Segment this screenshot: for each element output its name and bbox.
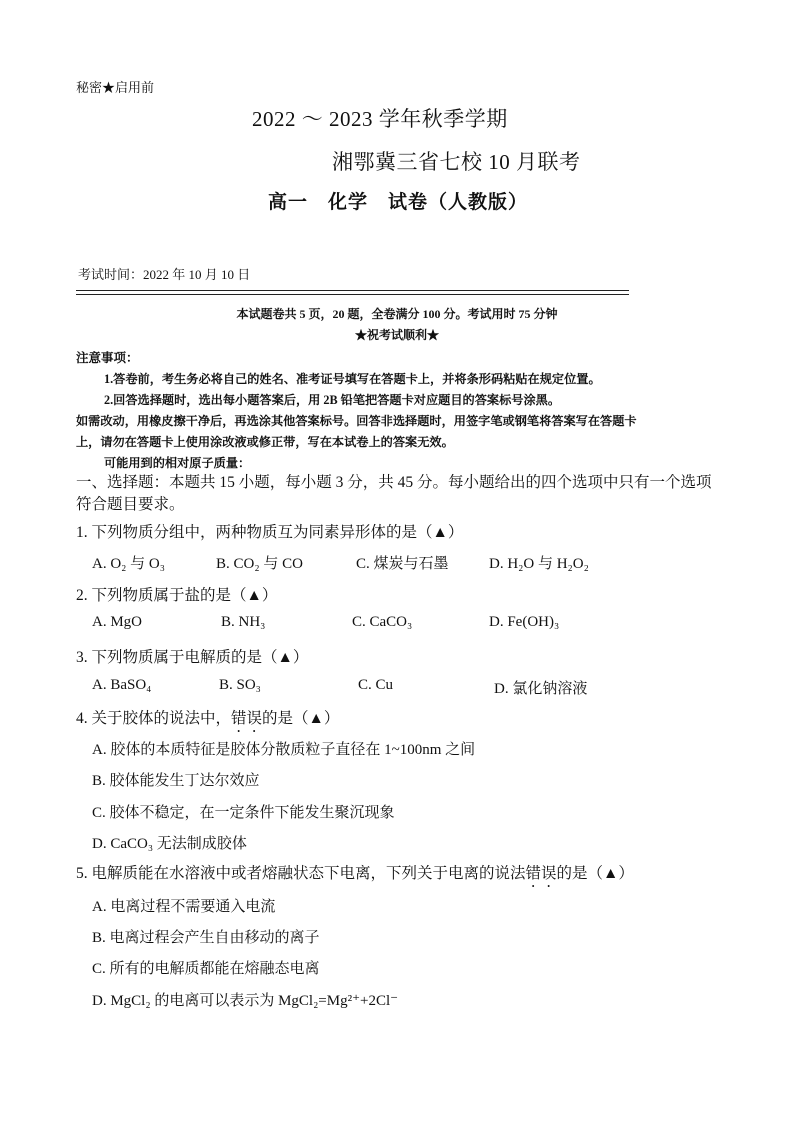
section-1-title: 一、选择题：本题共 15 小题，每小题 3 分，共 45 分。每小题给出的四个选项中只有一个选项符合题目要求。 — [76, 474, 712, 513]
q3-option-b: B. SO₃ — [219, 677, 261, 693]
q1-option-d: D. H₂O 与 H₂O₂ — [489, 556, 589, 572]
q1-option-a: A. O₂ 与 O₃ — [92, 556, 165, 572]
notice-item-2: 2.回答选择题时，选出每小题答案后，用 2B 铅笔把答题卡对应题目的答案标号涂黑。 — [104, 393, 561, 407]
q5-option-c: C. 所有的电解质都能在熔融态电离 — [92, 961, 320, 977]
q2-option-b: B. NH₃ — [221, 614, 266, 630]
divider-bottom — [76, 294, 629, 295]
q4-option-d: D. CaCO₃ 无法制成胶体 — [92, 836, 247, 852]
notice-item-1: 1.答卷前，考生务必将自己的姓名、准考证号填写在答题卡上，并将条形码粘贴在规定位置。 — [104, 372, 601, 386]
q4-option-c: C. 胶体不稳定，在一定条件下能发生聚沉现象 — [92, 805, 395, 821]
q5-stem — [76, 861, 634, 891]
exam-summary: 本试题卷共 5 页，20 题，全卷满分 100 分。考试用时 75 分钟 — [236, 307, 558, 321]
q5-option-d: D. MgCl₂ 的电离可以表示为 MgCl₂=Mg²⁺+2Cl⁻ — [92, 993, 399, 1009]
q3-option-a: A. BaSO₄ — [92, 677, 152, 693]
q1-stem: 1. 下列物质分组中，两种物质互为同素异形体的是（▲） — [76, 524, 464, 541]
q1-option-c: C. 煤炭与石墨 — [356, 556, 449, 572]
notice-item-2-cont-1: 如需改动，用橡皮擦干净后，再选涂其他答案标号。回答非选择题时，用签字笔或钢笔将答案写在答题卡 — [76, 414, 637, 428]
title-exam-name: 湘鄂冀三省七校 10 月联考 — [332, 150, 581, 174]
q5-stem-post: 的是（▲） — [556, 865, 634, 882]
atomic-mass-line: 可能用到的相对原子质量： — [104, 456, 251, 470]
q4-option-a: A. 胶体的本质特征是胶体分散质粒子直径在 1~100nm 之间 — [92, 742, 476, 758]
title-subject: 高一 化学 试卷（人教版） — [268, 192, 529, 213]
q5-stem-pre: 5. 电解质能在水溶液中或者熔融状态下电离，下列关于电离的说法 — [76, 865, 526, 882]
q3-option-d: D. 氯化钠溶液 — [494, 681, 588, 697]
q2-stem: 2. 下列物质属于盐的是（▲） — [76, 587, 278, 604]
q3-option-c: C. Cu — [358, 677, 394, 693]
q4-stem-emphasis: 错误 — [231, 710, 263, 727]
good-luck-note: ★祝考试顺利★ — [354, 328, 439, 342]
notice-title: 注意事项： — [76, 351, 139, 365]
q5-option-b: B. 电离过程会产生自由移动的离子 — [92, 930, 320, 946]
q1-option-b: B. CO₂ 与 CO — [216, 556, 303, 572]
q3-stem: 3. 下列物质属于电解质的是（▲） — [76, 649, 309, 666]
q2-option-c: C. CaCO₃ — [352, 614, 413, 630]
q5-option-a: A. 电离过程不需要通入电流 — [92, 899, 276, 915]
title-school-year: 2022 ～ 2023 学年秋季学期 — [252, 107, 508, 131]
q4-stem — [76, 706, 339, 736]
divider-top — [76, 290, 629, 291]
q4-stem-pre: 4. 关于胶体的说法中， — [76, 710, 232, 727]
q4-stem-post: 的是（▲） — [262, 710, 340, 727]
notice-item-2-cont-2: 上，请勿在答题卡上使用涂改液或修正带，写在本试卷上的答案无效。 — [76, 435, 454, 449]
q5-stem-emphasis: 错误 — [525, 865, 557, 882]
exam-time: 考试时间：2022 年 10 月 10 日 — [78, 267, 251, 282]
secret-label: 秘密★启用前 — [76, 80, 155, 95]
q4-option-b: B. 胶体能发生丁达尔效应 — [92, 773, 260, 789]
q2-option-d: D. Fe(OH)₃ — [489, 614, 560, 630]
q2-option-a: A. MgO — [92, 614, 143, 630]
